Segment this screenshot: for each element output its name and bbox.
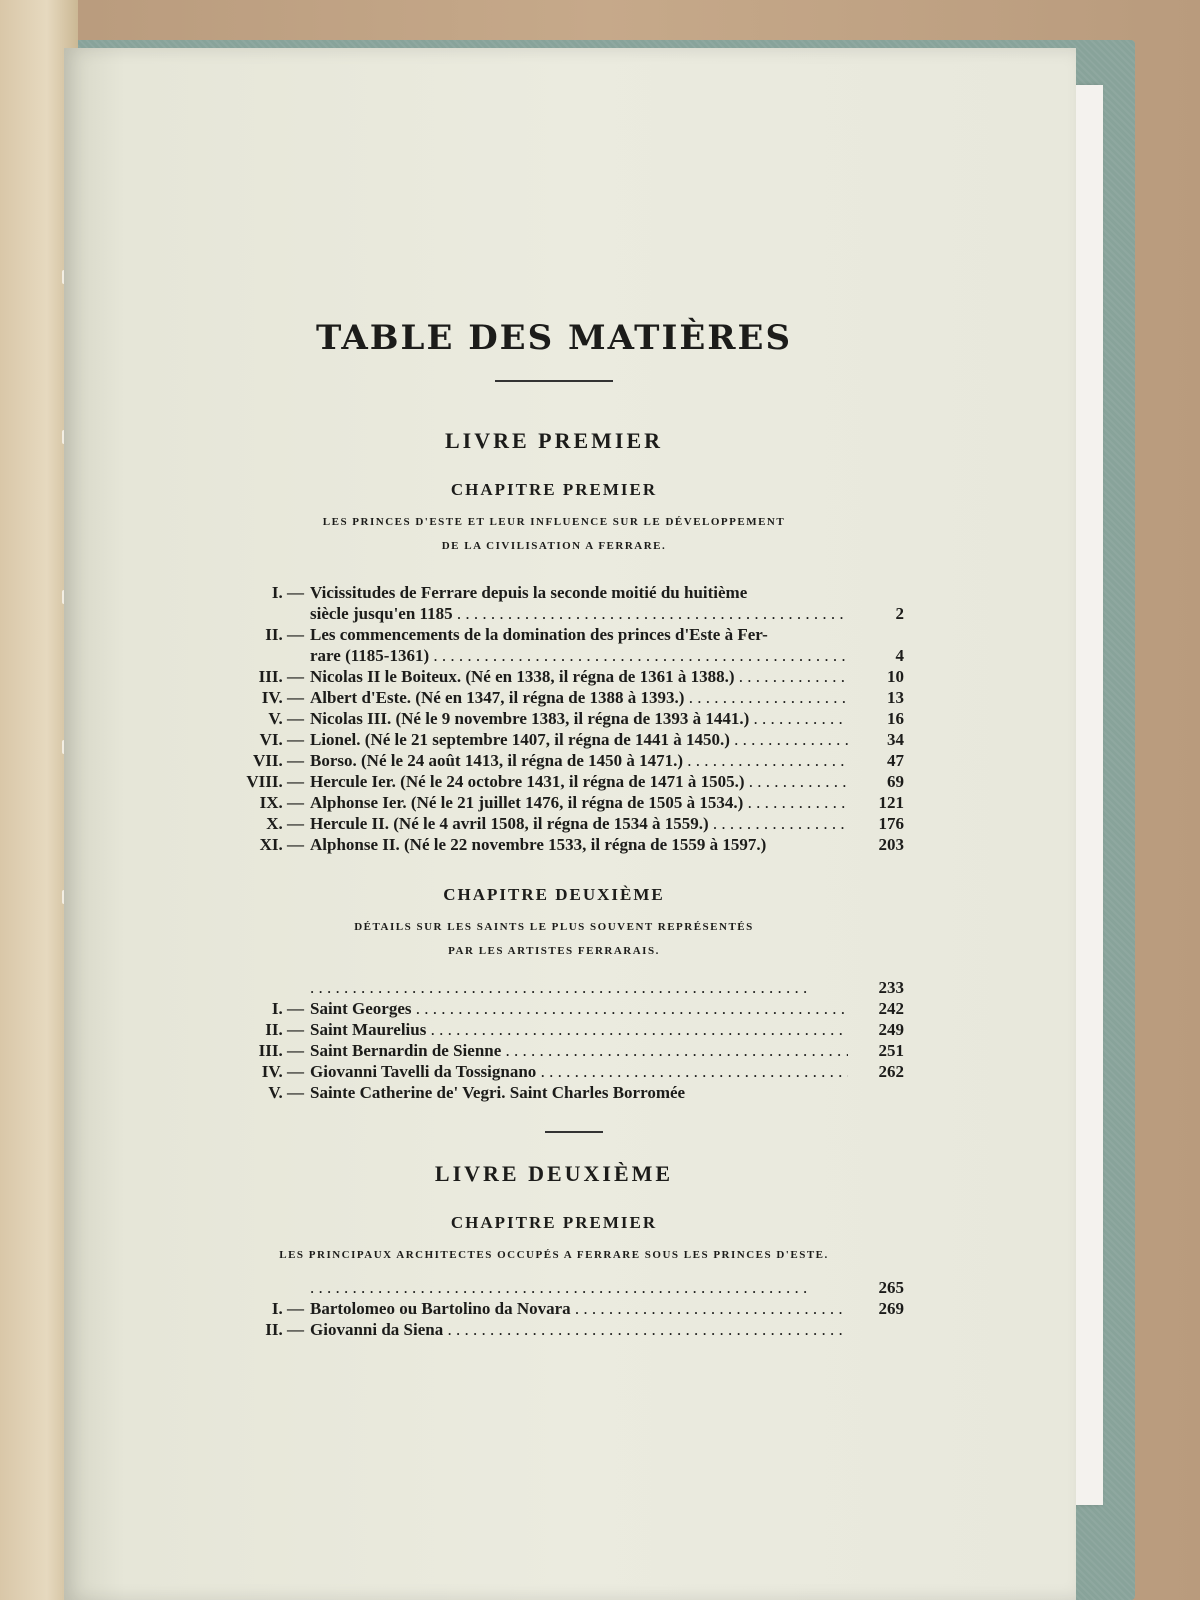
entry-number: I. — [271, 1299, 304, 1318]
entry-page: 4 [895, 646, 904, 665]
entry-number: I. — [271, 583, 304, 602]
chapitre-subtitle [194, 510, 914, 558]
table-of-contents [184, 318, 904, 1340]
divider [545, 1131, 603, 1133]
entry-title: Albert d'Este. (Né en 1347, il régna de 1388 à 1393.) . . . [310, 687, 848, 708]
entry-page: 249 [878, 1020, 904, 1039]
toc-entry[interactable] [184, 998, 904, 1019]
entry-number: X. — [266, 814, 304, 833]
chapitre-subtitle [194, 915, 914, 963]
entry-number: VIII. — [246, 772, 304, 791]
entry-title: Hercule Ier. (Né le 24 octobre 1431, il régna de 1471 à 1505.) . . . [310, 771, 848, 792]
toc-entry[interactable] [184, 977, 904, 998]
entry-number: IV. — [261, 688, 304, 707]
entry-title: Giovanni da Siena . . . [310, 1319, 848, 1340]
entry-number: VI. — [259, 730, 304, 749]
entry-page: 269 [878, 1299, 904, 1318]
subtitle-line: LES PRINCES D'ESTE ET LEUR INFLUENCE SUR LE DÉVELOPPEMENT [322, 516, 786, 528]
entry-title: Giovanni Tavelli da Tossignano . . . [310, 1061, 848, 1082]
entry-title: Vicissitudes de Ferrare depuis la seconde moitié du huitième [310, 583, 748, 602]
entry-page: 47 [887, 751, 904, 770]
entry-list [184, 582, 904, 855]
entry-title: Bartolomeo ou Bartolino da Novara . . . [310, 1298, 848, 1319]
entry-number: II. — [265, 1320, 304, 1339]
entry-title: rare (1185-1361) . . . [310, 645, 848, 666]
entry-page: 262 [878, 1062, 904, 1081]
subtitle-line: DÉTAILS SUR LES SAINTS LE PLUS SOUVENT REPRÉSENTÉS [354, 921, 754, 933]
divider [495, 380, 613, 382]
toc-entry[interactable] [184, 729, 904, 750]
toc-entry[interactable] [184, 1061, 904, 1082]
entry-number: I. — [271, 999, 304, 1018]
chapitre-heading: CHAPITRE DEUXIÈME [443, 885, 665, 904]
toc-entry[interactable] [184, 813, 904, 834]
entry-number: III. — [258, 667, 304, 686]
entry-page: 2 [895, 604, 904, 623]
entry-title: Lionel. (Né le 21 septembre 1407, il régna de 1441 à 1450.) . . . [310, 729, 848, 750]
subtitle-line: PAR LES ARTISTES FERRARAIS. [448, 945, 660, 957]
toc-entry[interactable] [184, 771, 904, 792]
entry-title: Nicolas III. (Né le 9 novembre 1383, il régna de 1393 à 1441.) . . . [310, 708, 848, 729]
toc-entry[interactable] [184, 1082, 904, 1103]
toc-entry[interactable] [184, 750, 904, 771]
entry-list [184, 1277, 904, 1340]
toc-entry[interactable] [184, 1019, 904, 1040]
chapitre-heading: CHAPITRE PREMIER [450, 1213, 658, 1232]
entry-number: V. — [268, 1083, 304, 1102]
entry-number: IV. — [261, 1062, 304, 1081]
entry-title: Sainte Catherine de' Vegri. Saint Charles Borromée [310, 1083, 686, 1102]
entry-title: Les commencements de la domination des princes d'Este à Fer- [310, 625, 768, 644]
entry-number: V. — [268, 709, 304, 728]
entry-number: IX. — [259, 793, 304, 812]
toc-entry[interactable] [184, 1040, 904, 1061]
toc-entry[interactable] [184, 1319, 904, 1340]
toc-entry[interactable] [184, 645, 904, 666]
entry-title: Nicolas II le Boiteux. (Né en 1338, il régna de 1361 à 1388.) . . . [310, 666, 848, 687]
entry-list [184, 977, 904, 1103]
entry-number: II. — [265, 1020, 304, 1039]
chapitre-heading: CHAPITRE PREMIER [450, 480, 658, 499]
livre-heading: LIVRE PREMIER [444, 428, 664, 453]
entry-title: Alphonse II. (Né le 22 novembre 1533, il régna de 1559 à 1597.) [310, 835, 767, 854]
toc-entry[interactable] [184, 708, 904, 729]
subtitle-line: LES PRINCIPAUX ARCHITECTES OCCUPÉS A FERRARE SOUS LES PRINCES D'ESTE. [279, 1249, 829, 1261]
livre-heading: LIVRE DEUXIÈME [434, 1161, 674, 1186]
entry-page: 242 [878, 999, 904, 1018]
toc-entry[interactable] [184, 582, 904, 603]
entry-page: 265 [878, 1278, 904, 1297]
toc-entry[interactable] [184, 624, 904, 645]
entry-page: 34 [887, 730, 904, 749]
toc-entry[interactable] [184, 666, 904, 687]
entry-page: 203 [878, 835, 904, 854]
entry-page: 233 [878, 978, 904, 997]
page-title: TABLE DES MATIÈRES [315, 318, 792, 358]
toc-entry[interactable] [184, 834, 904, 855]
entry-title: Saint Georges . . . [310, 998, 848, 1019]
entry-title: Borso. (Né le 24 août 1413, il régna de 1450 à 1471.) . . . [310, 750, 848, 771]
entry-number: XI. — [259, 835, 304, 854]
subtitle-line: DE LA CIVILISATION A FERRARE. [441, 540, 667, 552]
entry-page: 16 [887, 709, 904, 728]
toc-entry[interactable] [184, 1298, 904, 1319]
entry-title: Alphonse Ier. (Né le 21 juillet 1476, il régna de 1505 à 1534.) . . . [310, 792, 848, 813]
entry-page: 13 [887, 688, 904, 707]
chapitre-subtitle [194, 1243, 914, 1267]
entry-number: VII. — [252, 751, 304, 770]
entry-title: Saint Maurelius . . . [310, 1019, 848, 1040]
entry-page: 69 [887, 772, 904, 791]
toc-entry[interactable] [184, 1277, 904, 1298]
entry-number: II. — [265, 625, 304, 644]
book-page [64, 48, 1076, 1600]
entry-page: 176 [878, 814, 904, 833]
entry-page: 121 [878, 793, 904, 812]
toc-entry[interactable] [184, 792, 904, 813]
entry-title: siècle jusqu'en 1185 . . . [310, 603, 848, 624]
entry-page: 10 [887, 667, 904, 686]
toc-entry[interactable] [184, 603, 904, 624]
entry-page: 251 [878, 1041, 904, 1060]
entry-number: III. — [258, 1041, 304, 1060]
toc-entry[interactable] [184, 687, 904, 708]
entry-title: Saint Bernardin de Sienne . . . [310, 1040, 848, 1061]
entry-title: Hercule II. (Né le 4 avril 1508, il régna de 1534 à 1559.) . . . [310, 813, 848, 834]
